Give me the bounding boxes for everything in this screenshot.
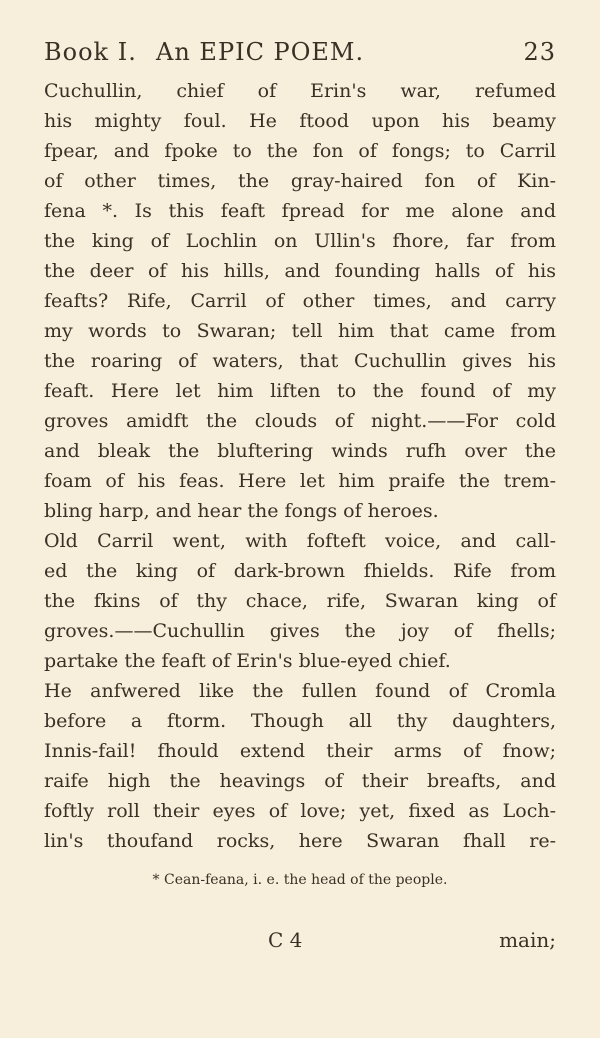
text-line: the deer of his hills, and founding halls of his — [44, 260, 556, 282]
text-line: partake the feaft of Erin's blue-eyed chief. — [44, 650, 451, 672]
text-line: feafts? Rife, Carril of other times, and carry — [44, 290, 556, 312]
running-head-title: An EPIC POEM. — [156, 38, 365, 66]
text-line: Old Carril went, with fofteft voice, and call- — [44, 530, 556, 552]
text-line: before a ftorm. Though all thy daughters, — [44, 710, 556, 732]
text-line: fpear, and fpoke to the fon of fongs; to Carril — [44, 140, 556, 162]
running-head-book: Book I. — [44, 38, 137, 66]
body-text — [44, 76, 556, 856]
text-line: the fkins of thy chace, rife, Swaran king of — [44, 590, 556, 612]
signature-mark: C 4 — [268, 928, 303, 952]
text-line: groves amidft the clouds of night.——For cold — [44, 410, 556, 432]
page-number: 23 — [523, 38, 556, 66]
text-line: raife high the heavings of their breafts, and — [44, 770, 556, 792]
text-line: fena *. Is this feaft fpread for me alone and — [44, 200, 556, 222]
footnote: * Cean-feana, i. e. the head of the people. — [152, 872, 448, 888]
text-line: Cuchullin, chief of Erin's war, refumed — [44, 80, 556, 102]
text-line: He anfwered like the fullen found of Cromla — [44, 680, 556, 702]
text-line: my words to Swaran; tell him that came from — [44, 320, 556, 342]
text-line: foam of his feas. Here let him praife the trem- — [44, 470, 556, 492]
catchword: main; — [499, 928, 556, 952]
text-line: lin's thoufand rocks, here Swaran fhall re- — [44, 830, 556, 852]
text-line: and bleak the bluftering winds rufh over the — [44, 440, 556, 462]
running-head — [44, 38, 556, 78]
text-line: groves.——Cuchullin gives the joy of fhells; — [44, 620, 556, 642]
text-line: bling harp, and hear the fongs of heroes. — [44, 500, 439, 522]
text-line: ed the king of dark-brown fhields. Rife from — [44, 560, 556, 582]
text-line: foftly roll their eyes of love; yet, fixed as Loch- — [44, 800, 556, 822]
text-line: the king of Lochlin on Ullin's fhore, far from — [44, 230, 556, 252]
text-line: the roaring of waters, that Cuchullin gives his — [44, 350, 556, 372]
text-line: his mighty foul. He ftood upon his beamy — [44, 110, 556, 132]
text-line: Innis-fail! fhould extend their arms of fnow; — [44, 740, 556, 762]
text-line: of other times, the gray-haired fon of Kin- — [44, 170, 556, 192]
text-line: feaft. Here let him liften to the found of my — [44, 380, 556, 402]
